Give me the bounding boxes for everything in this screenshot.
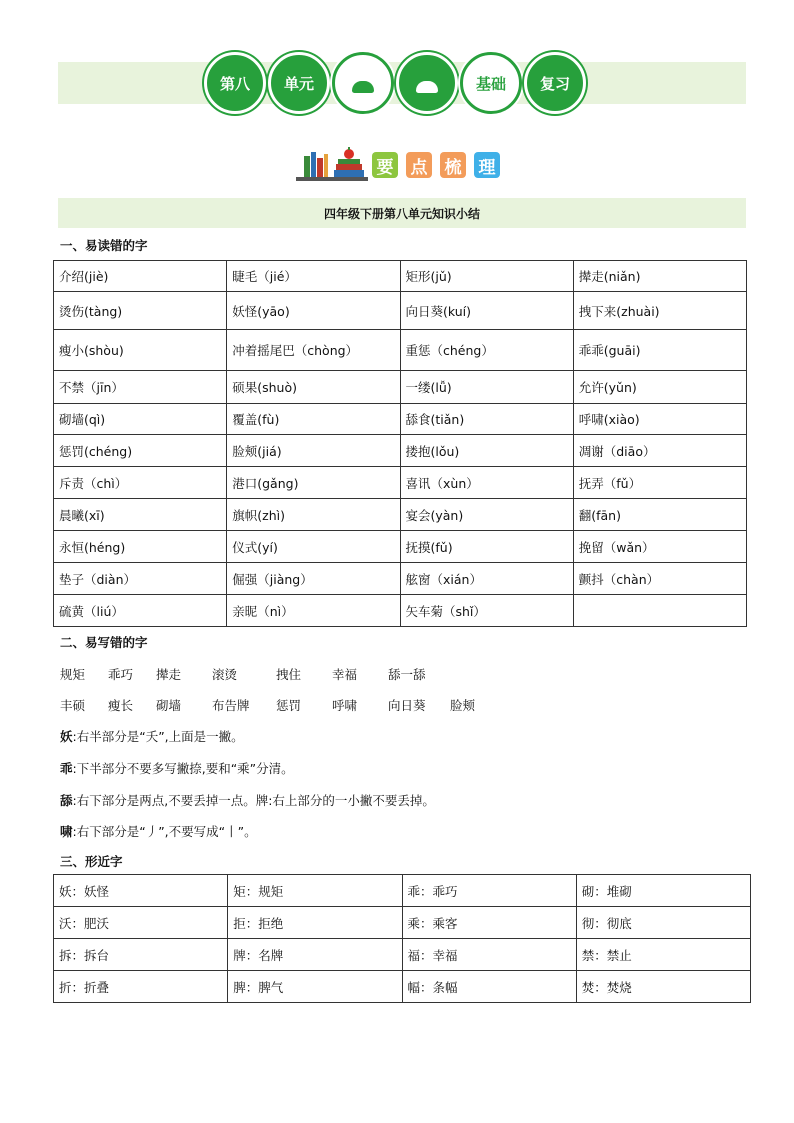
word-item: 滚烫	[212, 667, 238, 682]
note-text: :右半部分是“夭”,上面是一撇。	[72, 729, 244, 744]
table-cell: 介绍(jiè)	[54, 261, 227, 292]
table-row	[54, 939, 751, 971]
note-text: :右下部分是两点,不要丢掉一点。牌:右上部分的一小撇不要丢掉。	[72, 793, 435, 808]
books-icon	[296, 146, 368, 182]
table-cell: 矩：规矩	[228, 875, 402, 907]
word-item: 乖巧	[108, 667, 134, 682]
table-row	[54, 499, 747, 531]
table-row	[54, 595, 747, 627]
table-row	[54, 330, 747, 371]
table-cell: 晨曦(xī)	[54, 499, 227, 531]
unit-circle-5	[460, 52, 522, 114]
table-cell: 砌：堆砌	[576, 875, 750, 907]
table-cell: 惩罚(chéng)	[54, 435, 227, 467]
table-cell: 抚摸(fǔ)	[400, 531, 573, 563]
table-row	[54, 531, 747, 563]
table-row	[54, 404, 747, 435]
table-cell: 凋谢（diāo）	[573, 435, 746, 467]
table-cell: 沃：肥沃	[54, 907, 228, 939]
easy-misread-table	[53, 260, 747, 627]
table-cell: 砌墙(qì)	[54, 404, 227, 435]
word-item: 向日葵	[388, 698, 426, 713]
badge-tile-1: 要	[372, 152, 398, 178]
table-cell: 呼啸(xiào)	[573, 404, 746, 435]
table-cell: 抚弄（fǔ）	[573, 467, 746, 499]
table-cell: 不禁（jīn）	[54, 371, 227, 404]
table-cell: 焚：焚烧	[576, 971, 750, 1003]
note-text: :右下部分是“丿”,不要写成“丨”。	[72, 824, 257, 839]
unit-circle-label: 第八	[219, 74, 250, 93]
table-cell: 硕果(shuò)	[227, 371, 400, 404]
table-cell: 瘦小(shòu)	[54, 330, 227, 371]
unit-circle-4	[396, 52, 458, 114]
table-cell: 斥责（chì）	[54, 467, 227, 499]
badge-tile-2: 点	[406, 152, 432, 178]
table-cell: 覆盖(fù)	[227, 404, 400, 435]
table-cell: 港口(gǎng)	[227, 467, 400, 499]
table-row	[54, 467, 747, 499]
table-cell: 翻(fān)	[573, 499, 746, 531]
table-cell: 重惩（chéng）	[400, 330, 573, 371]
similar-chars-table	[53, 874, 751, 1003]
cloud-icon	[352, 81, 374, 93]
table-cell: 亲昵（nì）	[227, 595, 400, 627]
word-item: 呼啸	[332, 698, 358, 713]
table-cell: 颤抖（chàn）	[573, 563, 746, 595]
unit-circle-6	[524, 52, 586, 114]
table-cell: 允许(yǔn)	[573, 371, 746, 404]
table-row	[54, 261, 747, 292]
table-cell: 一缕(lǚ)	[400, 371, 573, 404]
table-row	[54, 292, 747, 330]
table-row	[54, 875, 751, 907]
word-item: 幸福	[332, 667, 358, 682]
table-cell: 撵走(niǎn)	[573, 261, 746, 292]
table-cell: 脸颊(jiá)	[227, 435, 400, 467]
unit-circle-label: 基础	[475, 74, 506, 93]
word-item: 规矩	[60, 667, 86, 682]
unit-circle-label: 单元	[283, 74, 314, 93]
note-line	[60, 727, 244, 745]
word-item: 撵走	[156, 667, 182, 682]
table-row	[54, 907, 751, 939]
word-item: 脸颊	[450, 698, 476, 713]
word-item: 丰硕	[60, 698, 86, 713]
note-char: 乖	[60, 761, 73, 776]
summary-title: 四年级下册第八单元知识小结	[323, 206, 480, 221]
table-cell: 舷窗（xián）	[400, 563, 573, 595]
table-cell: 搂抱(lǒu)	[400, 435, 573, 467]
section1-title: 一、易读错的字	[60, 238, 148, 253]
cloud-icon	[416, 81, 438, 93]
table-cell: 向日葵(kuí)	[400, 292, 573, 330]
table-cell: 垫子（diàn）	[54, 563, 227, 595]
word-item: 拽住	[276, 667, 302, 682]
unit-circle-2	[268, 52, 330, 114]
table-cell: 牌：名牌	[228, 939, 402, 971]
table-cell: 拽下来(zhuài)	[573, 292, 746, 330]
unit-circle-1	[204, 52, 266, 114]
table-cell: 彻：彻底	[576, 907, 750, 939]
table-cell: 烫伤(tàng)	[54, 292, 227, 330]
word-item: 瘦长	[108, 698, 134, 713]
table-cell: 乖乖(guāi)	[573, 330, 746, 371]
summary-title-bar	[58, 198, 746, 228]
table-cell: 旗帜(zhì)	[227, 499, 400, 531]
table-cell: 拒：拒绝	[228, 907, 402, 939]
table-cell: 冲着摇尾巴（chòng）	[227, 330, 400, 371]
word-item: 布告牌	[212, 698, 250, 713]
badge-tile-3: 梳	[440, 152, 466, 178]
table-cell: 折：折叠	[54, 971, 228, 1003]
note-char: 舔	[60, 793, 73, 808]
badge-tile-4: 理	[474, 152, 500, 178]
table-cell	[573, 595, 746, 627]
table-row	[54, 563, 747, 595]
table-cell: 倔强（jiàng）	[227, 563, 400, 595]
table-row	[54, 435, 747, 467]
table-cell: 睫毛（jié）	[227, 261, 400, 292]
table-cell: 矩形(jǔ)	[400, 261, 573, 292]
table-cell: 妖：妖怪	[54, 875, 228, 907]
note-line	[60, 822, 257, 840]
table-cell: 幅：条幅	[402, 971, 576, 1003]
table-cell: 脾：脾气	[228, 971, 402, 1003]
word-item: 惩罚	[276, 698, 302, 713]
table-cell: 硫黄（liú）	[54, 595, 227, 627]
table-cell: 禁：禁止	[576, 939, 750, 971]
table-row	[54, 971, 751, 1003]
table-cell: 拆：拆台	[54, 939, 228, 971]
unit-circle-label: 复习	[539, 74, 570, 93]
note-line	[60, 791, 435, 809]
note-char: 啸	[60, 824, 73, 839]
table-cell: 乖：乖巧	[402, 875, 576, 907]
section2-title: 二、易写错的字	[60, 635, 148, 650]
table-row	[54, 371, 747, 404]
table-cell: 矢车菊（shǐ）	[400, 595, 573, 627]
table-cell: 舔食(tiǎn)	[400, 404, 573, 435]
note-line	[60, 759, 294, 777]
word-item: 砌墙	[156, 698, 182, 713]
note-char: 妖	[60, 729, 73, 744]
word-item: 舔一舔	[388, 667, 426, 682]
table-cell: 仪式(yí)	[227, 531, 400, 563]
table-cell: 福：幸福	[402, 939, 576, 971]
table-cell: 挽留（wǎn）	[573, 531, 746, 563]
note-text: :下半部分不要多写撇捺,要和“乘”分清。	[72, 761, 294, 776]
table-cell: 永恒(héng)	[54, 531, 227, 563]
table-cell: 乘：乘客	[402, 907, 576, 939]
unit-circle-3	[332, 52, 394, 114]
table-cell: 妖怪(yāo)	[227, 292, 400, 330]
table-cell: 喜讯（xùn）	[400, 467, 573, 499]
section3-title: 三、形近字	[60, 854, 123, 869]
table-cell: 宴会(yàn)	[400, 499, 573, 531]
